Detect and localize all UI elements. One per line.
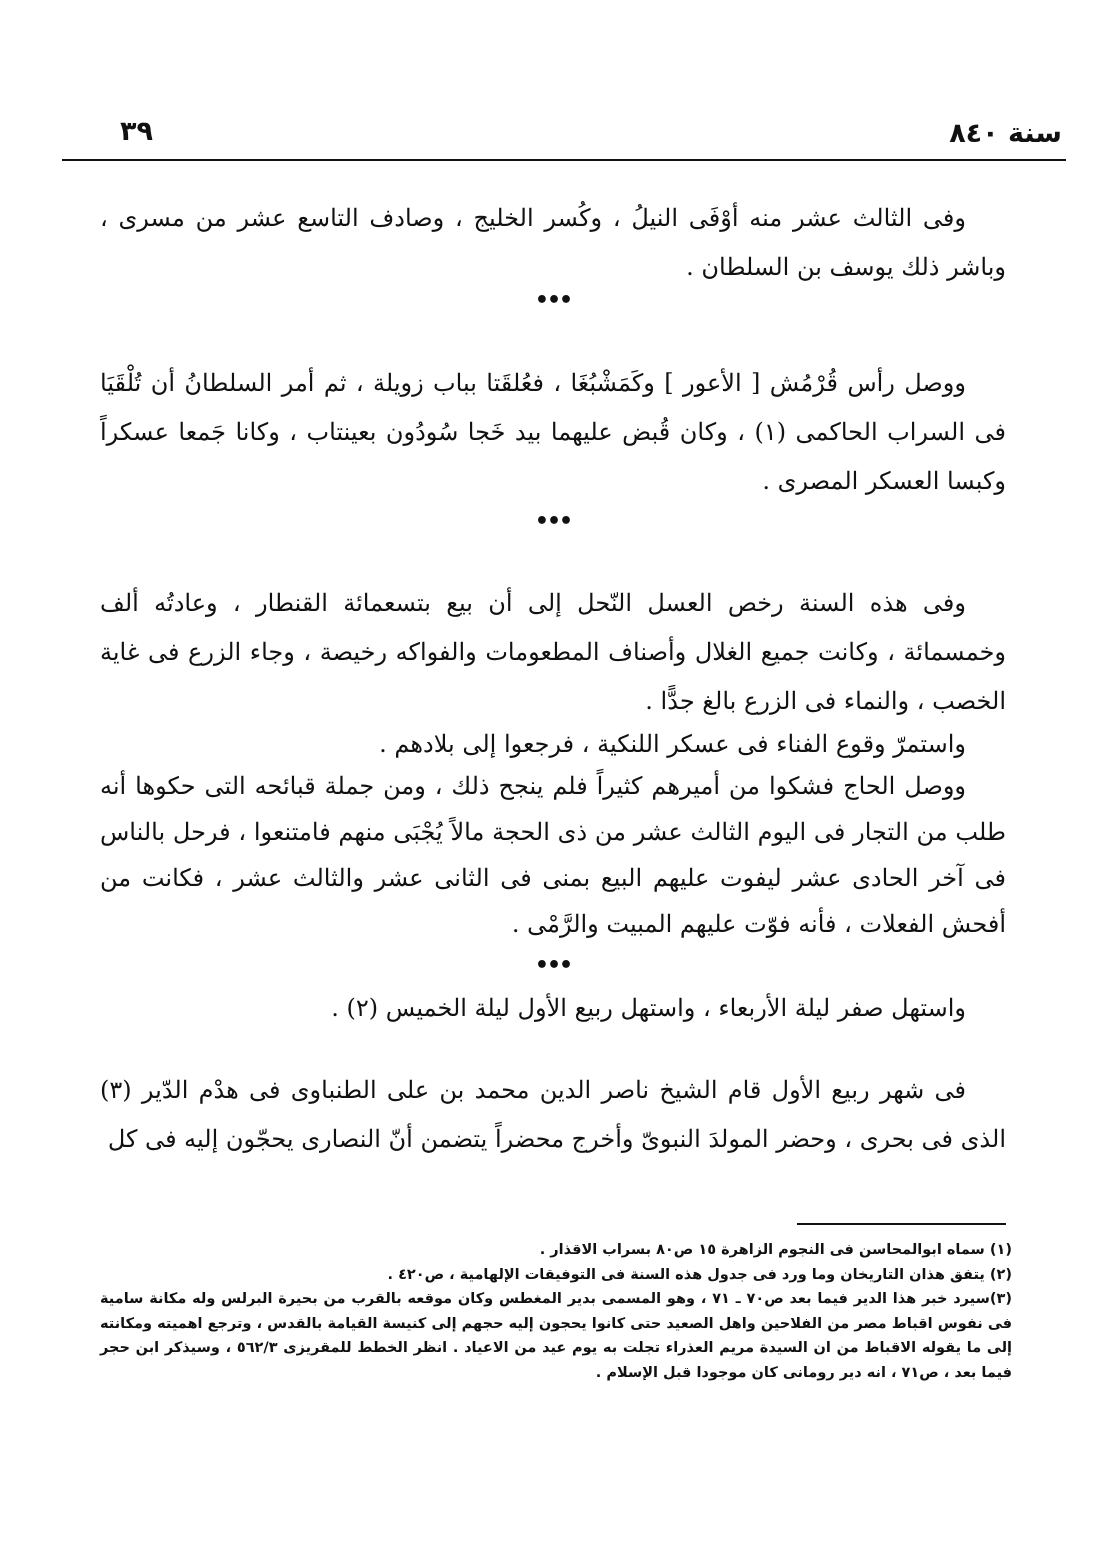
- section-separator: •••: [534, 953, 572, 978]
- paragraph-new-months: واستهل صفر ليلة الأربعاء ، واستهل ربيع الأول ليلة الخميس (٢) .: [331, 994, 966, 1022]
- running-header: [62, 112, 1062, 156]
- section-separator: •••: [534, 288, 572, 313]
- page-number: ٣٩: [120, 116, 153, 147]
- main-text: [100, 180, 1006, 1164]
- footnote-2: (٢) يتفق هذان التاريخان وما ورد فى جدول هذه السنة فى التوفيقات الإلهامية ، ص٤٢٠ .: [387, 1266, 1012, 1283]
- header-rule: [62, 159, 1066, 161]
- footnote-rule: [797, 1223, 1006, 1225]
- section-separator: •••: [534, 509, 572, 534]
- paragraph-plague-army: واستمرّ وقوع الفناء فى عسكر اللنكية ، فرجعوا إلى بلادهم .: [379, 730, 966, 758]
- footnotes: [100, 1238, 1012, 1385]
- paragraph-pilgrims: ووصل الحاج فشكوا من أميرهم كثيراً فلم ينجح ذلك ، ومن جملة قبائحه التى حكوها أنه طلب من التجار فى اليوم الثالث عشر من ذى الحجة مالاً يُجْبَى منهم فامتنعوا ، فرحل بالناس فى آخر الحادى عشر ليفوت عليهم البيع بمنى فى الثانى عشر والثالث عشر ، فكانت من أفحش الفعلات ، فأنه فوّت عليهم المبيت والرَّمْى .: [100, 772, 1006, 938]
- paragraph-nile-flood: وفى الثالث عشر منه أوْفَى النيلُ ، وكُسر الخليج ، وصادف التاسع عشر من مسرى ، وباشر ذلك يوسف بن السلطان .: [100, 204, 1006, 281]
- footnote-3: (٣)سيرد خبر هذا الدير فيما بعد ص٧٠ ـ ٧١ ، وهو المسمى بدير المغطس وكان موقعه بالقرب من بحيرة البرلس وله مكانة سامية فى نفوس اقباط مصر من الفلاحين واهل الصعيد حتى كانوا يحجون إليه حجهم إلى كنيسة القيامة بالقدس ، وترجع اهميته ومكانته إلى ما يقوله الاقباط من ان السيدة مريم العذراء تجلت به يوم عيد من الاعياد . انظر الخطط للمقريزى ٥٦٢/٣ ، وسيذكر ابن حجر فيما بعد ، ص٧١ ، انه دير رومانى كان موجودا قبل الإسلام .: [100, 1291, 1012, 1381]
- paragraph-honey-prices: وفى هذه السنة رخص العسل النّحل إلى أن بيع بتسعمائة القنطار ، وعادتُه ألف وخمسمائة ، وكانت جميع الغلال وأصناف المطعومات والفواكه رخيصة ، وجاء الزرع فى غاية الخصب ، والنماء فى الزرع بالغ جدًّا .: [100, 589, 1006, 715]
- running-header-year: سنة ٨٤٠: [949, 118, 1062, 149]
- paragraph-heads-arrival: ووصل رأس قُرْمُش [ الأعور ] وكَمَشْبُغَا ، فعُلقَتا بباب زويلة ، ثم أمر السلطانُ أن تُلْقَيَا فى السراب الحاكمى (١) ، وكان قُبض عليهما بيد خَجا سُودُون بعينتاب ، وكانا جَمعا عسكراً وكبسا العسكر المصرى .: [100, 369, 1006, 495]
- paragraph-monastery: فى شهر ربيع الأول قام الشيخ ناصر الدين محمد بن على الطنباوى فى هدْم الدّير (٣) الذى فى بحرى ، وحضر المولدَ النبوىّ وأخرج محضراً يتضمن أنّ النصارى يحجّون إليه فى كل: [100, 1076, 1006, 1153]
- footnote-1: (١) سماه ابوالمحاسن فى النجوم الزاهرة ١٥ ص٨٠ بسراب الاقذار .: [539, 1242, 1012, 1258]
